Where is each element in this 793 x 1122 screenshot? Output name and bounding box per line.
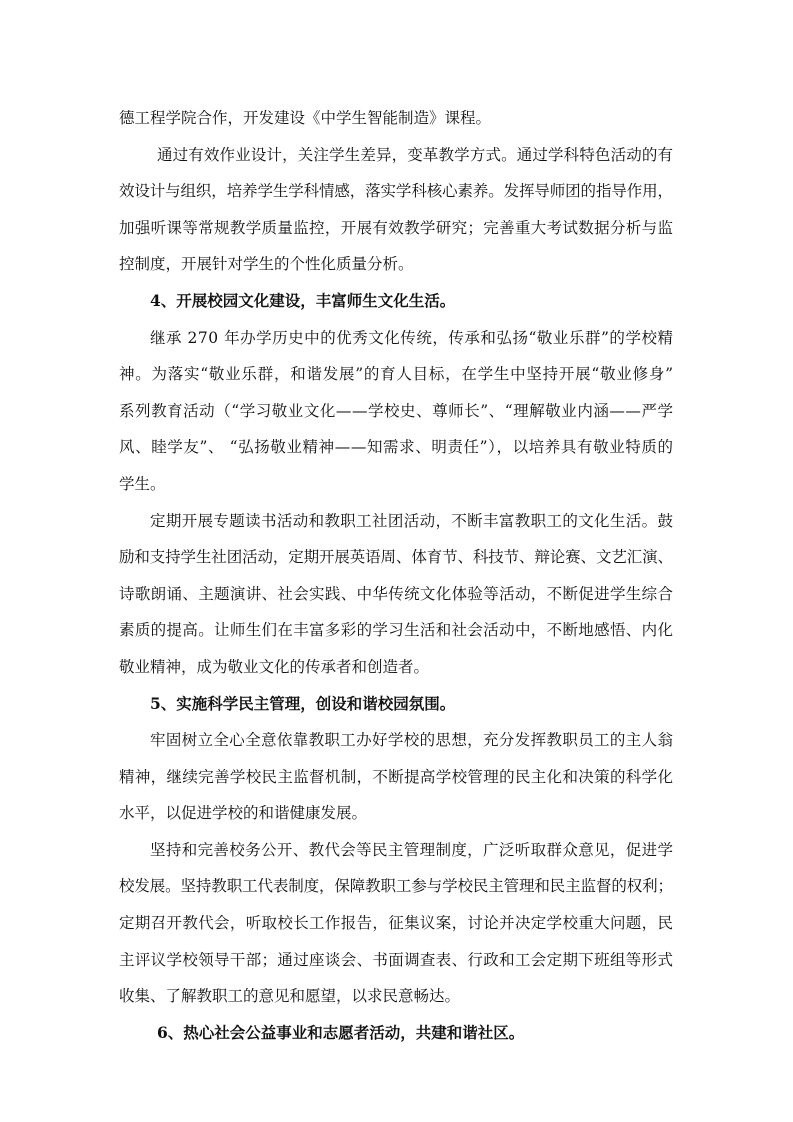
- paragraph-line: 主评议学校领导干部；通过座谈会、书面调查表、行政和工会定期下班组等形式: [119, 950, 674, 969]
- paragraph-line: 控制度，开展针对学生的个性化质量分析。: [119, 255, 414, 274]
- paragraph-line: 牢固树立全心全意依靠教职工办好学校的思想，充分发挥教职员工的主人翁: [150, 731, 674, 750]
- paragraph-line: 效设计与组织，培养学生学科情感，落实学科核心素养。发挥导师团的指导作用，: [119, 182, 673, 201]
- paragraph-line: 定期开展专题读书活动和教职工社团活动，不断丰富教职工的文化生活。鼓: [150, 511, 674, 530]
- paragraph-line: 校发展。坚持教职工代表制度，保障教职工参与学校民主管理和民主监督的权利；: [119, 877, 673, 896]
- paragraph-line: 水平，以促进学校的和谐健康发展。: [119, 804, 368, 823]
- section-heading-6: 6、热心社会公益事业和志愿者活动，共建和谐社区。: [157, 1022, 525, 1042]
- paragraph-line: 德工程学院合作，开发建设《中学生智能制造》课程。: [119, 109, 492, 127]
- paragraph-line: 收集、了解教职工的意见和愿望，以求民意畅达。: [119, 987, 461, 1006]
- section-heading-5: 5、实施科学民主管理，创设和谐校园氛围。: [150, 693, 456, 713]
- paragraph-line: 敬业精神，成为敬业文化的传承者和创造者。: [119, 657, 430, 676]
- paragraph-line: 继承 270 年办学历史中的优秀文化传统，传承和弘扬“敬业乐群”的学校精: [150, 328, 674, 347]
- paragraph-line: 风、睦学友”、 “弘扬敬业精神——知需求、明责任”），以培养具有敬业特质的: [119, 438, 674, 457]
- paragraph-line: 精神，继续完善学校民主监督机制，不断提高学校管理的民主化和决策的科学化: [119, 767, 674, 786]
- document-body: [119, 100, 675, 1051]
- paragraph-line: 坚持和完善校务公开、教代会等民主管理制度，广泛听取群众意见，促进学: [150, 840, 674, 859]
- section-heading-4: 4、开展校园文化建设，丰富师生文化生活。: [150, 290, 456, 310]
- paragraph-line: 通过有效作业设计，关注学生差异，变革教学方式。通过学科特色活动的有: [157, 145, 674, 164]
- paragraph-line: 系列教育活动（“学习敬业文化——学校史、尊师长”、“理解敬业内涵——严学: [119, 401, 674, 420]
- paragraph-line: 神。为落实“敬业乐群，和谐发展”的育人目标，在学生中坚持开展“敬业修身”: [119, 365, 674, 384]
- paragraph-line: 素质的提高。让师生们在丰富多彩的学习生活和社会活动中，不断地感悟、内化: [119, 621, 674, 640]
- paragraph-line: 诗歌朗诵、主题演讲、社会实践、中华传统文化体验等活动，不断促进学生综合: [119, 584, 674, 603]
- paragraph-line: 励和支持学生社团活动，定期开展英语周、体育节、科技节、辩论赛、文艺汇演、: [119, 548, 673, 567]
- paragraph-line: 学生。: [119, 474, 166, 493]
- paragraph-line: 加强听课等常规教学质量监控，开展有效教学研究；完善重大考试数据分析与监: [119, 218, 674, 237]
- paragraph-line: 定期召开教代会，听取校长工作报告，征集议案，讨论并决定学校重大问题，民: [119, 914, 674, 933]
